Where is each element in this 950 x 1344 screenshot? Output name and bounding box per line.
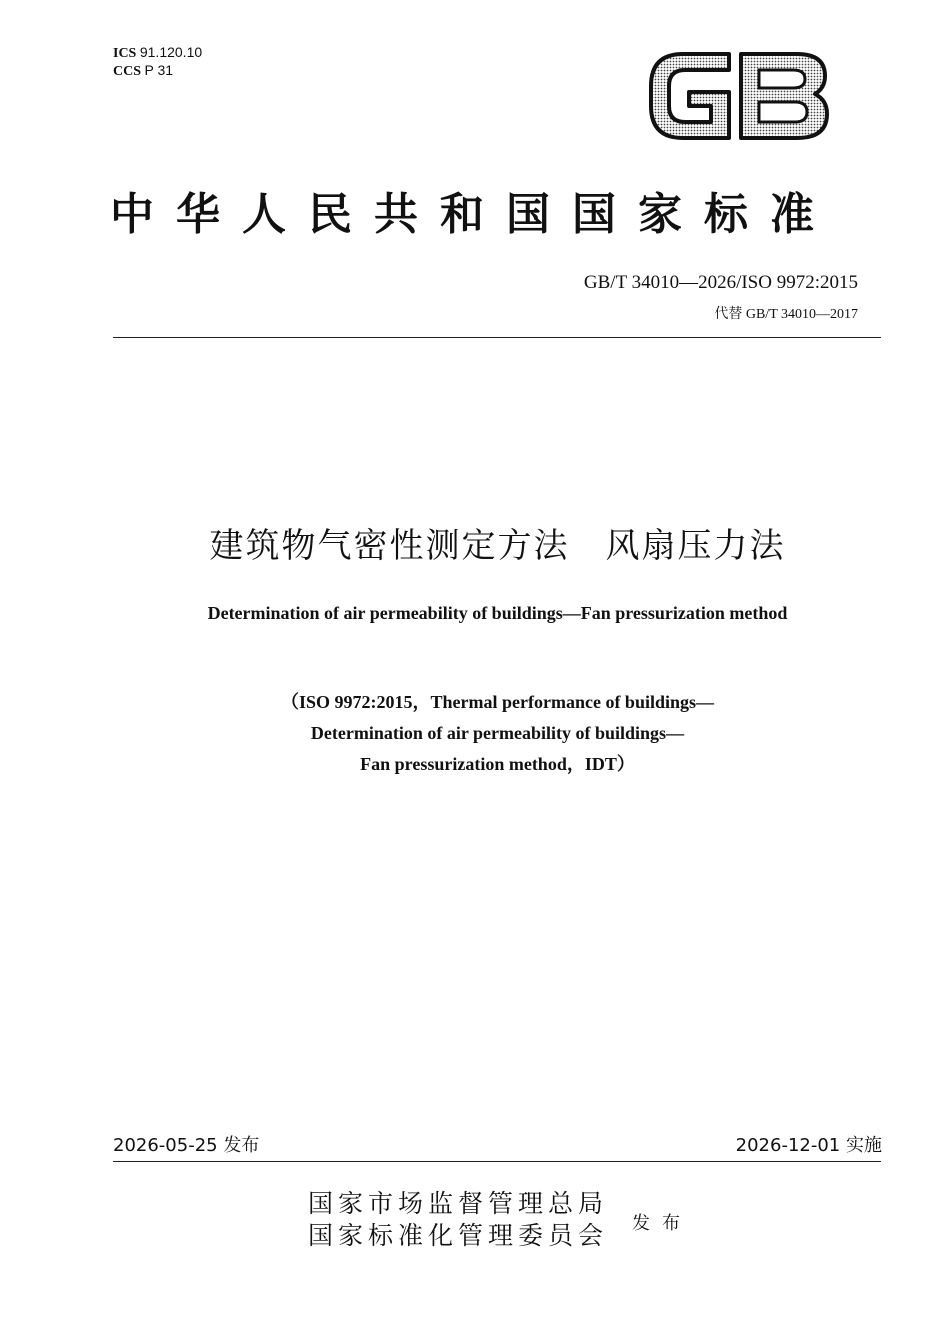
standard-number: GB/T 34010—2026/ISO 9972:2015 xyxy=(583,272,858,293)
publish-label: 发布 xyxy=(632,1213,692,1234)
replaces-standard: 代替 GB/T 34010—2017 xyxy=(714,307,858,322)
issuer-name: 国家标准化管理委员会 xyxy=(308,1221,609,1250)
issuer-name: 国家市场监督管理总局 xyxy=(308,1189,609,1218)
issuing-authorities xyxy=(308,1188,608,1252)
ccs-label: CCS xyxy=(113,64,142,79)
title-chinese: 建筑物气密性测定方法 风扇压力法 xyxy=(209,526,786,566)
ccs-value: P 31 xyxy=(144,62,174,78)
iso-reference-line: Fan pressurization method，IDT） xyxy=(360,754,635,774)
issue-date: 2026-05-25 发布 xyxy=(113,1135,260,1156)
bottom-divider xyxy=(113,1161,881,1162)
ccs-code xyxy=(113,62,202,80)
title-english: Determination of air permeability of buildings—Fan pressurization method xyxy=(207,603,788,623)
iso-reference xyxy=(0,687,950,780)
classification-codes xyxy=(113,44,202,80)
national-standard-heading: 中华人民共和国国家标准 xyxy=(110,189,836,240)
gb-logo xyxy=(645,48,831,144)
iso-reference-line: （ISO 9972:2015，Thermal performance of buildings— xyxy=(280,692,714,712)
ics-value: 91.120.10 xyxy=(139,44,203,60)
ics-label: ICS xyxy=(113,46,137,61)
iso-reference-line: Determination of air permeability of buildings— xyxy=(310,723,685,743)
implement-date: 2026-12-01 实施 xyxy=(735,1135,882,1156)
top-divider xyxy=(113,337,881,338)
ics-code xyxy=(113,44,202,62)
